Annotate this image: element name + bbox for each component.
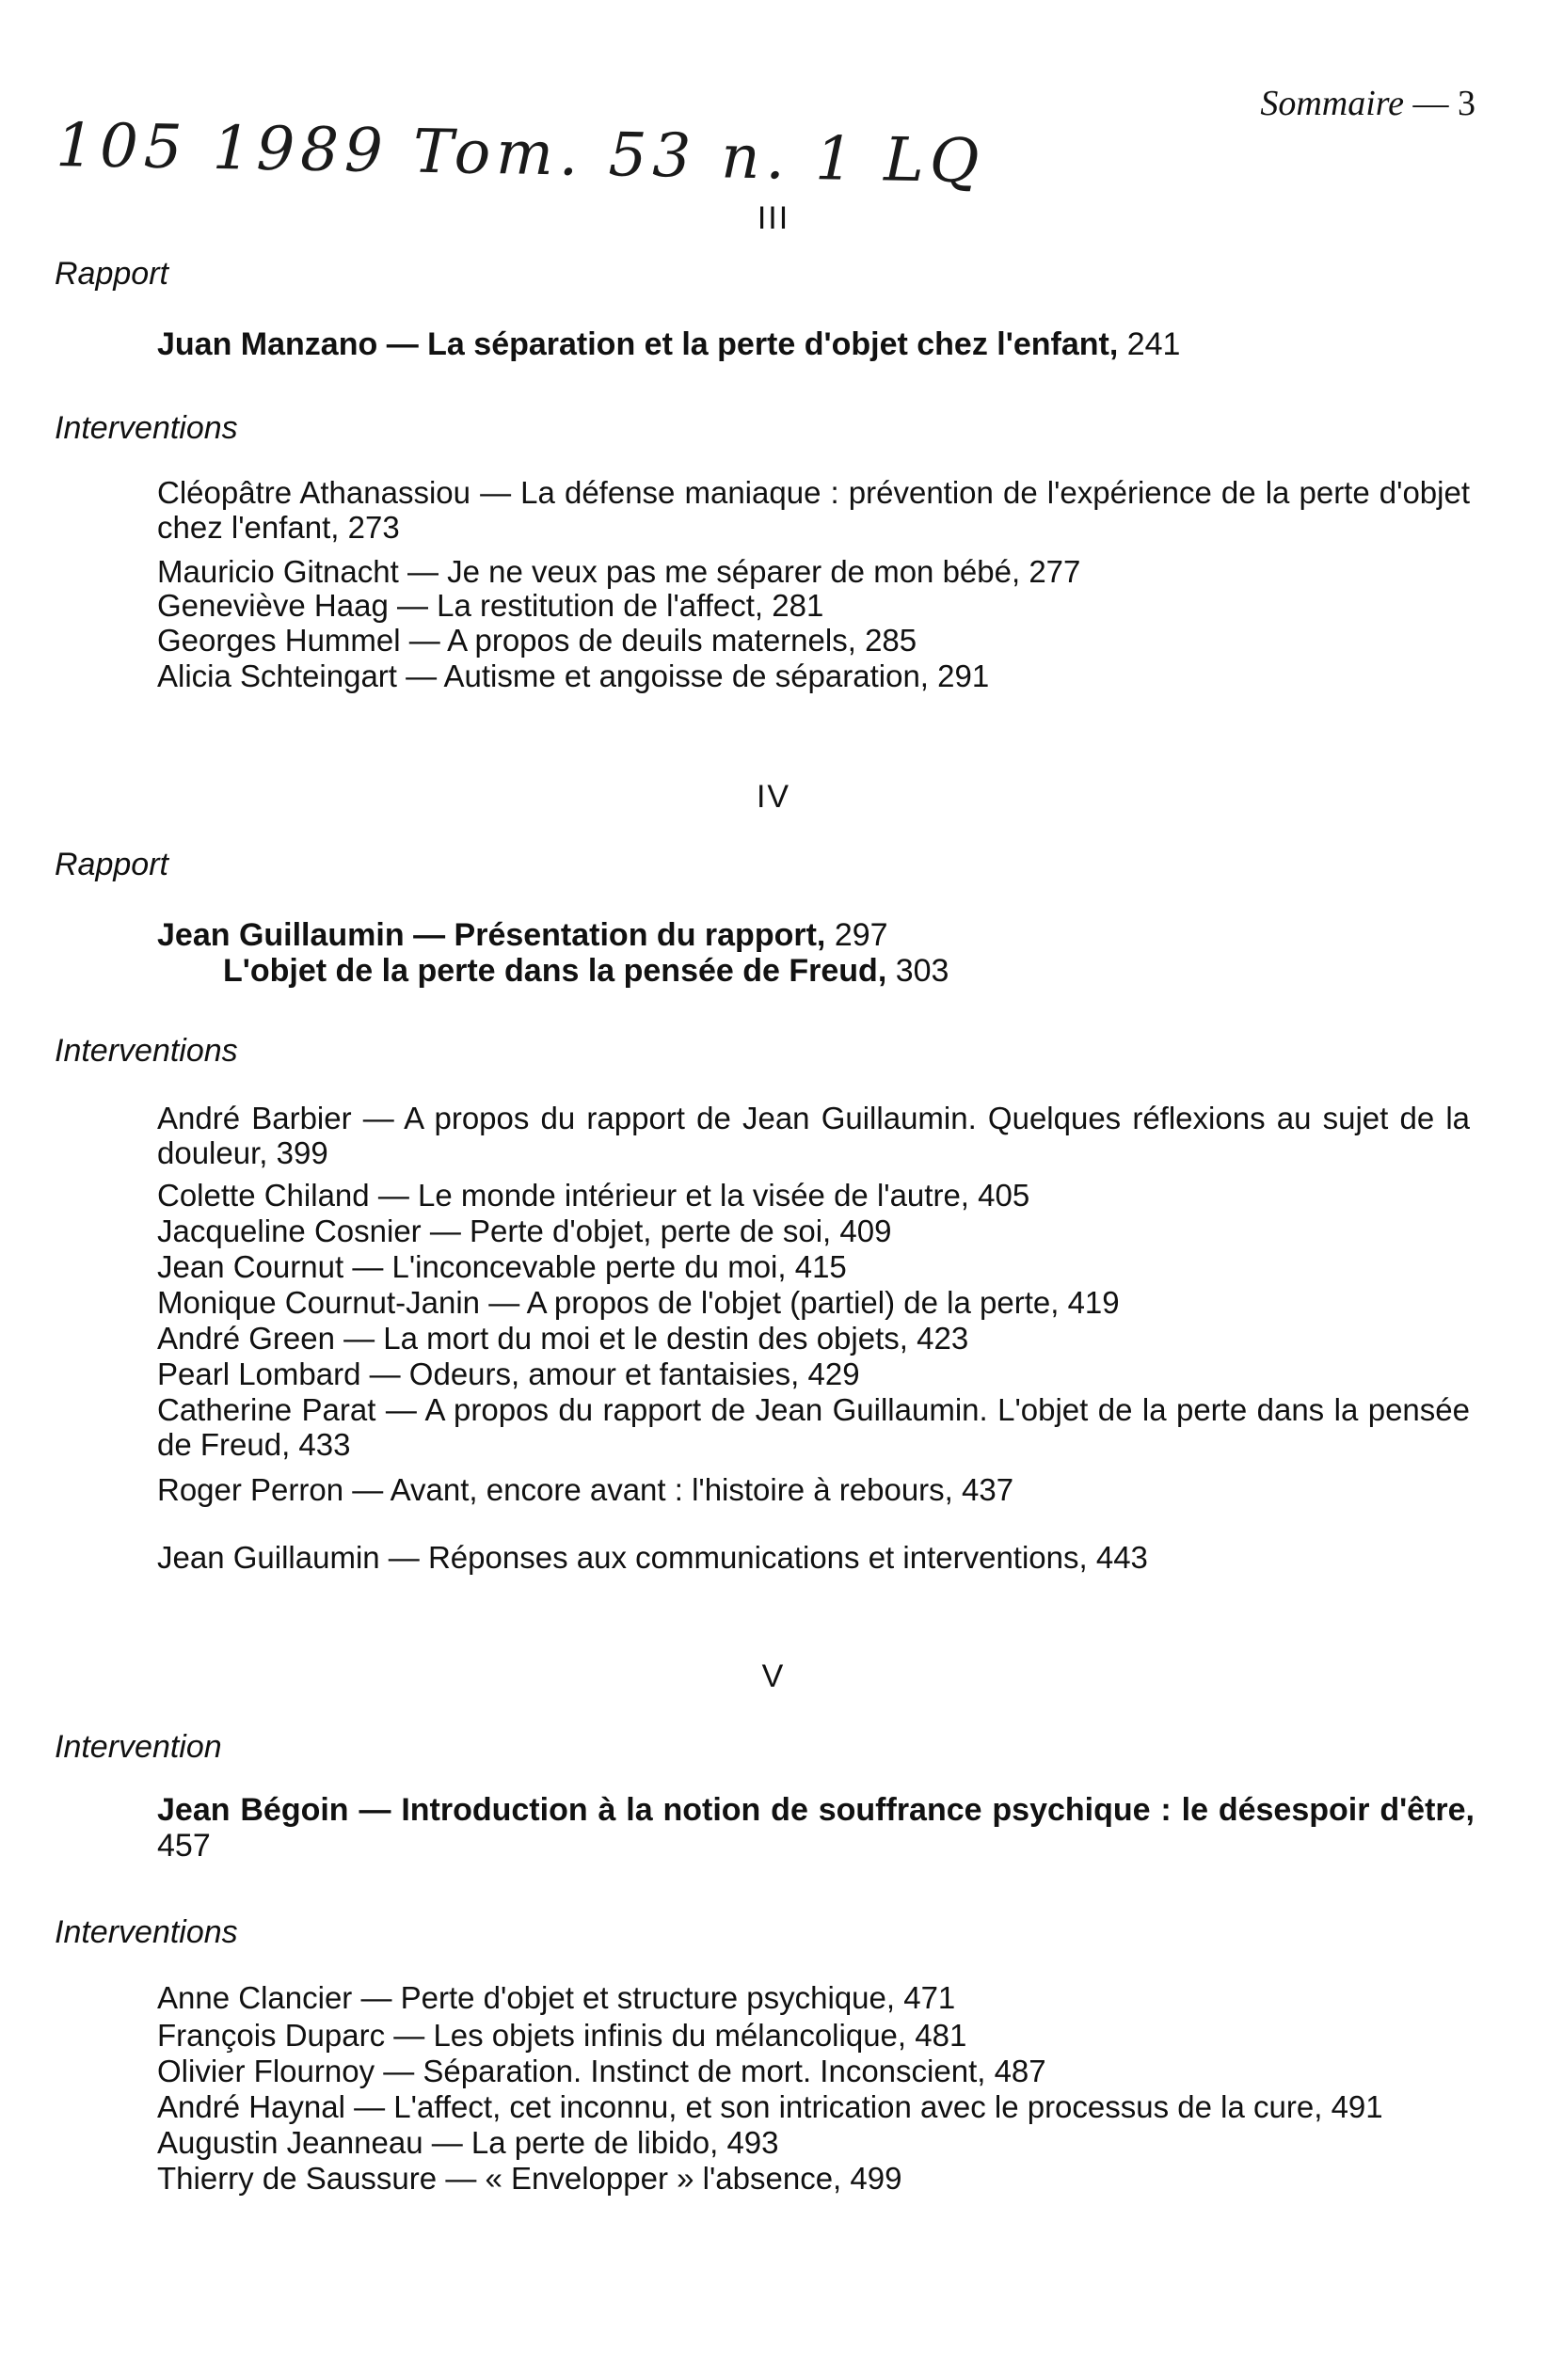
toc-entry xyxy=(157,1214,1470,1248)
running-header-separator: — xyxy=(1412,84,1449,123)
dash: — xyxy=(386,326,419,362)
entry-page: 281 xyxy=(772,588,824,623)
dash: — xyxy=(445,2161,477,2196)
toc-entry xyxy=(157,1392,1470,1462)
handwritten-annotation: 105 1989 Tom. 53 n. 1 LQ xyxy=(55,111,985,198)
entry-author: André Barbier xyxy=(157,1101,352,1135)
toc-entry xyxy=(157,1357,1470,1391)
main-page: 457 xyxy=(157,1828,211,1864)
response-entry xyxy=(157,1540,1470,1575)
entry-title: La défense maniaque : prévention de l'expérience de la perte d'objet chez l'enfant, xyxy=(157,475,1471,545)
entry-title: A propos de l'objet (partiel) de la perte, xyxy=(526,1285,1060,1320)
main-page-2: 303 xyxy=(895,953,949,989)
dash: — xyxy=(352,1249,384,1284)
entry-title: Je ne veux pas me séparer de mon bébé, xyxy=(447,554,1021,589)
entry-page: 443 xyxy=(1095,1540,1148,1575)
main-page: 297 xyxy=(834,917,888,953)
entry-author: Olivier Flournoy xyxy=(157,2054,375,2088)
toc-entry xyxy=(157,1285,1470,1320)
dash: — xyxy=(429,1214,461,1248)
entry-title: Avant, encore avant : l'histoire à rebours, xyxy=(390,1472,953,1507)
entry-title: L'affect, cet inconnu, et son intrication avec le processus de la cure, xyxy=(393,2089,1323,2124)
entry-page: 285 xyxy=(865,623,917,658)
dash: — xyxy=(360,1980,392,2015)
main-title: Introduction à la notion de souffrance psychique : le désespoir d'être, xyxy=(401,1792,1475,1828)
dash: — xyxy=(385,1392,417,1427)
toc-entry xyxy=(157,588,1470,623)
main-report-entry xyxy=(157,326,1475,362)
entry-author: Cléopâtre Athanassiou xyxy=(157,475,470,510)
entry-author: Roger Perron xyxy=(157,1472,344,1507)
toc-entry xyxy=(157,623,1470,658)
dash: — xyxy=(480,475,512,510)
interventions-label: Interventions xyxy=(55,1033,238,1069)
dash: — xyxy=(362,1101,394,1135)
entry-author: Georges Hummel xyxy=(157,623,401,658)
entry-title: Séparation. Instinct de mort. Inconscient, xyxy=(423,2054,986,2088)
section-numeral: IV xyxy=(756,779,791,815)
entry-page: 487 xyxy=(994,2054,1046,2088)
dash: — xyxy=(413,917,446,953)
dash: — xyxy=(352,1472,384,1507)
dash: — xyxy=(369,1357,401,1391)
dash: — xyxy=(431,2125,463,2160)
dash: — xyxy=(397,588,428,623)
entry-author: Thierry de Saussure xyxy=(157,2161,438,2196)
entry-page: 491 xyxy=(1331,2089,1383,2124)
entry-author: André Haynal xyxy=(157,2089,345,2124)
dash: — xyxy=(359,1792,391,1828)
entry-title: Le monde intérieur et la visée de l'autre, xyxy=(417,1178,969,1213)
entry-author: Pearl Lombard xyxy=(157,1357,361,1391)
main-page: 241 xyxy=(1126,326,1181,362)
entry-page: 433 xyxy=(298,1427,351,1462)
toc-entry xyxy=(157,1321,1470,1356)
entry-author: Jean Cournut xyxy=(157,1249,344,1284)
entry-title: La restitution de l'affect, xyxy=(437,588,764,623)
section-numeral: III xyxy=(757,200,790,236)
entry-title: Réponses aux communications et interventions, xyxy=(427,1540,1088,1575)
toc-entry xyxy=(157,2089,1470,2124)
main-title-2: L'objet de la perte dans la pensée de Freud, xyxy=(223,953,887,989)
entry-author: Catherine Parat xyxy=(157,1392,376,1427)
entry-title: A propos du rapport de Jean Guillaumin. Quelques réflexions au sujet de la douleur, xyxy=(157,1101,1471,1170)
entry-title: La perte de libido, xyxy=(470,2125,719,2160)
entry-author: Colette Chiland xyxy=(157,1178,370,1213)
toc-entry xyxy=(157,2018,1470,2053)
entry-title: Perte d'objet, perte de soi, xyxy=(470,1214,832,1248)
main-title: Présentation du rapport, xyxy=(454,917,826,953)
main-report-entry xyxy=(157,1792,1475,1864)
dash: — xyxy=(377,1178,409,1213)
running-header-title: Sommaire xyxy=(1260,84,1404,123)
toc-entry xyxy=(157,2125,1470,2160)
dash: — xyxy=(408,623,440,658)
toc-entry xyxy=(157,554,1470,589)
entry-page: 437 xyxy=(962,1472,1014,1507)
entry-title: Odeurs, amour et fantaisies, xyxy=(408,1357,800,1391)
entry-page: 273 xyxy=(347,510,400,545)
entry-page: 499 xyxy=(850,2161,902,2196)
intervention-label: Intervention xyxy=(55,1729,222,1765)
entry-author: Monique Cournut-Janin xyxy=(157,1285,481,1320)
toc-entry xyxy=(157,658,1470,693)
dash: — xyxy=(488,1285,520,1320)
toc-entry xyxy=(157,1980,1470,2015)
entry-page: 493 xyxy=(726,2125,779,2160)
dash: — xyxy=(383,2054,415,2088)
entry-page: 415 xyxy=(794,1249,847,1284)
entry-page: 405 xyxy=(978,1178,1030,1213)
interventions-label: Interventions xyxy=(55,410,238,446)
page-number: 3 xyxy=(1458,84,1475,123)
entry-author: Mauricio Gitnacht xyxy=(157,554,399,589)
entry-page: 291 xyxy=(937,658,990,693)
entry-author: Anne Clancier xyxy=(157,1980,353,2015)
entry-page: 399 xyxy=(276,1135,328,1170)
entry-title: « Envelopper » l'absence, xyxy=(485,2161,842,2196)
main-author: Jean Guillaumin xyxy=(157,917,405,953)
main-title: La séparation et la perte d'objet chez l'enfant, xyxy=(427,326,1119,362)
entry-author: Augustin Jeanneau xyxy=(157,2125,423,2160)
toc-entry xyxy=(157,1472,1470,1507)
dash: — xyxy=(354,2089,386,2124)
entry-title: Les objets infinis du mélancolique, xyxy=(433,2018,907,2053)
dash: — xyxy=(343,1321,375,1356)
entry-author: Geneviève Haag xyxy=(157,588,389,623)
dash: — xyxy=(407,554,439,589)
toc-entry xyxy=(157,1249,1470,1284)
main-author: Jean Bégoin xyxy=(157,1792,349,1828)
entry-title: Autisme et angoisse de séparation, xyxy=(443,658,929,693)
dash: — xyxy=(388,1540,420,1575)
dash: — xyxy=(406,658,438,693)
toc-entry xyxy=(157,1101,1470,1170)
entry-title: Perte d'objet et structure psychique, xyxy=(400,1980,896,2015)
section-numeral: V xyxy=(761,1658,786,1694)
main-author: Juan Manzano xyxy=(157,326,378,362)
entry-title: L'inconcevable perte du moi, xyxy=(391,1249,787,1284)
toc-entry xyxy=(157,475,1470,545)
toc-entry xyxy=(157,1178,1470,1213)
entry-title: La mort du moi et le destin des objets, xyxy=(383,1321,908,1356)
interventions-label: Interventions xyxy=(55,1914,238,1950)
entry-title: A propos de deuils maternels, xyxy=(447,623,856,658)
entry-page: 471 xyxy=(903,1980,956,2015)
toc-entry xyxy=(157,2054,1470,2088)
entry-author: Alicia Schteingart xyxy=(157,658,397,693)
toc-entry xyxy=(157,2161,1470,2196)
main-report-entry xyxy=(157,917,1475,989)
entry-author: François Duparc xyxy=(157,2018,386,2053)
entry-page: 277 xyxy=(1029,554,1081,589)
running-header xyxy=(1260,83,1475,124)
entry-page: 481 xyxy=(915,2018,967,2053)
entry-page: 419 xyxy=(1067,1285,1120,1320)
dash: — xyxy=(393,2018,425,2053)
entry-page: 409 xyxy=(839,1214,892,1248)
rapport-label: Rapport xyxy=(55,256,168,292)
entry-author: Jean Guillaumin xyxy=(157,1540,380,1575)
entry-author: André Green xyxy=(157,1321,335,1356)
entry-author: Jacqueline Cosnier xyxy=(157,1214,422,1248)
entry-title: A propos du rapport de Jean Guillaumin. L'objet de la perte dans la pensée de Freud, xyxy=(157,1392,1470,1462)
rapport-label: Rapport xyxy=(55,847,168,882)
entry-page: 423 xyxy=(917,1321,969,1356)
entry-page: 429 xyxy=(807,1357,860,1391)
